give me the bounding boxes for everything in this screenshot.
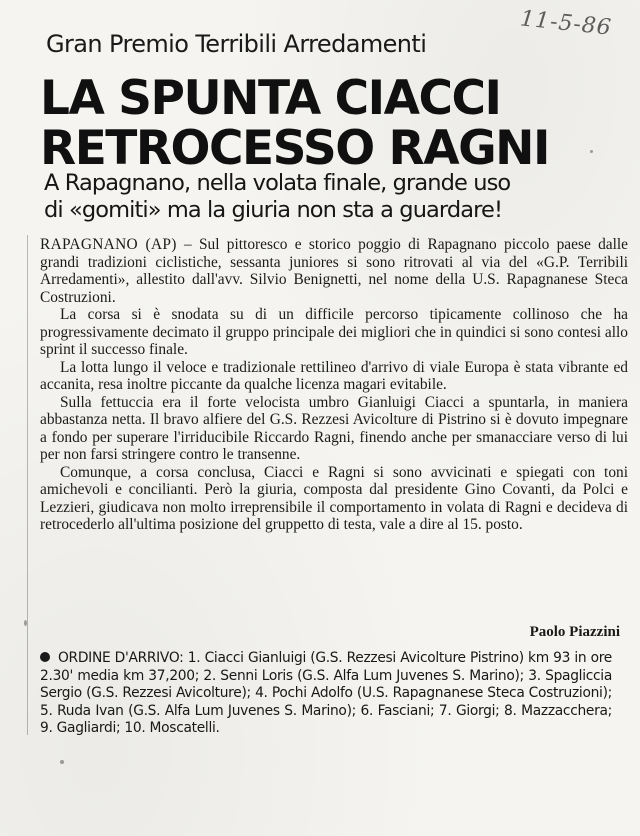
headline-line: RETROCESSO RAGNI: [40, 121, 549, 176]
handwritten-date: 11-5-86: [518, 6, 613, 41]
article-headline: [40, 71, 600, 176]
article-kicker: Gran Premio Terribili Arredamenti: [46, 30, 427, 58]
article-paragraph: La lotta lungo il veloce e tradizionale rettilineo d'arrivo di viale Europa è stata vibrante ed accanita, resa inoltre piccante da qualche licenza magari evitabile.: [40, 358, 628, 393]
article-paragraph: La corsa si è snodata su di un difficile percorso tipicamente collinoso che ha progressivamente decimato il gruppo principale dei migliori che in quindici si sono contesi allo sprint il successo finale.: [40, 306, 628, 358]
article-byline: Paolo Piazzini: [529, 624, 620, 640]
article-body: [40, 236, 628, 534]
article-paragraph: Sulla fettuccia era il forte velocista umbro Gianluigi Ciacci a spuntarla, in maniera abbastanza netta. Il bravo alfiere del G.S. Rezzesi Avicolture di Pistrino si è dovuto impegnare a fondo per superare l'irriducibile Riccardo Ragni, finendo anche per smanacciare verso di lui per non farsi stringere contro le transenne.: [40, 393, 628, 463]
dateline: RAPAGNANO (AP): [40, 236, 177, 253]
article-paragraph: Comunque, a corsa conclusa, Ciacci e Ragni si sono avvicinati e spiegati con toni amichevoli e concilianti. Però la giuria, composta dal presidente Gino Covanti, da Polci e Lezzieri, giudicava non molto irreprensibile il comportamento in volata di Ragni e decideva di retrocederlo all'ultima posizione del gruppetto di testa, vale a dire al 15. posto.: [40, 463, 628, 533]
headline-line: LA SPUNTA CIACCI: [40, 71, 501, 126]
article-subheading: [44, 170, 604, 224]
article-paragraph: RAPAGNANO (AP) – Sul pittoresco e storico poggio di Rapagnano piccolo paese dalle grandi tradizioni ciclistiche, sessanta juniores si sono ritrovati al via del «G.P. Terribili Arredamenti», allestito dall'avv. Silvio Benignetti, nel nome della U.S. Rapagnanese Steca Costruzioni.: [40, 236, 629, 306]
subheading-line: di «gomiti» ma la giuria non sta a guardare!: [44, 197, 503, 223]
scan-speck: [24, 620, 27, 626]
results-text: ORDINE D'ARRIVO: 1. Ciacci Gianluigi (G.S. Rezzesi Avicolture Pistrino) km 93 in ore 2.30' media km 37,200; 2. Senni Loris (G.S. Alfa Lum Juvenes S. Marino); 3. Spagliccia Sergio (G.S. Rezzesi Avicolture); 4. Pochi Adolfo (U.S. Rapagnanese Steca Costruzioni); 5. Ruda Ivan (G.S. Alfa Lum Juvenes S. Marino); 6. Fasciani; 7. Giorgi; 8. Mazzacchera; 9. Gagliardi; 10. Moscatelli.: [40, 650, 612, 737]
bullet-icon: [40, 652, 50, 662]
scan-speck: [590, 150, 593, 153]
column-rule: [27, 235, 28, 735]
race-results: [40, 650, 612, 738]
subheading-line: A Rapagnano, nella volata finale, grande uso: [44, 170, 511, 196]
scan-speck: [60, 760, 64, 764]
